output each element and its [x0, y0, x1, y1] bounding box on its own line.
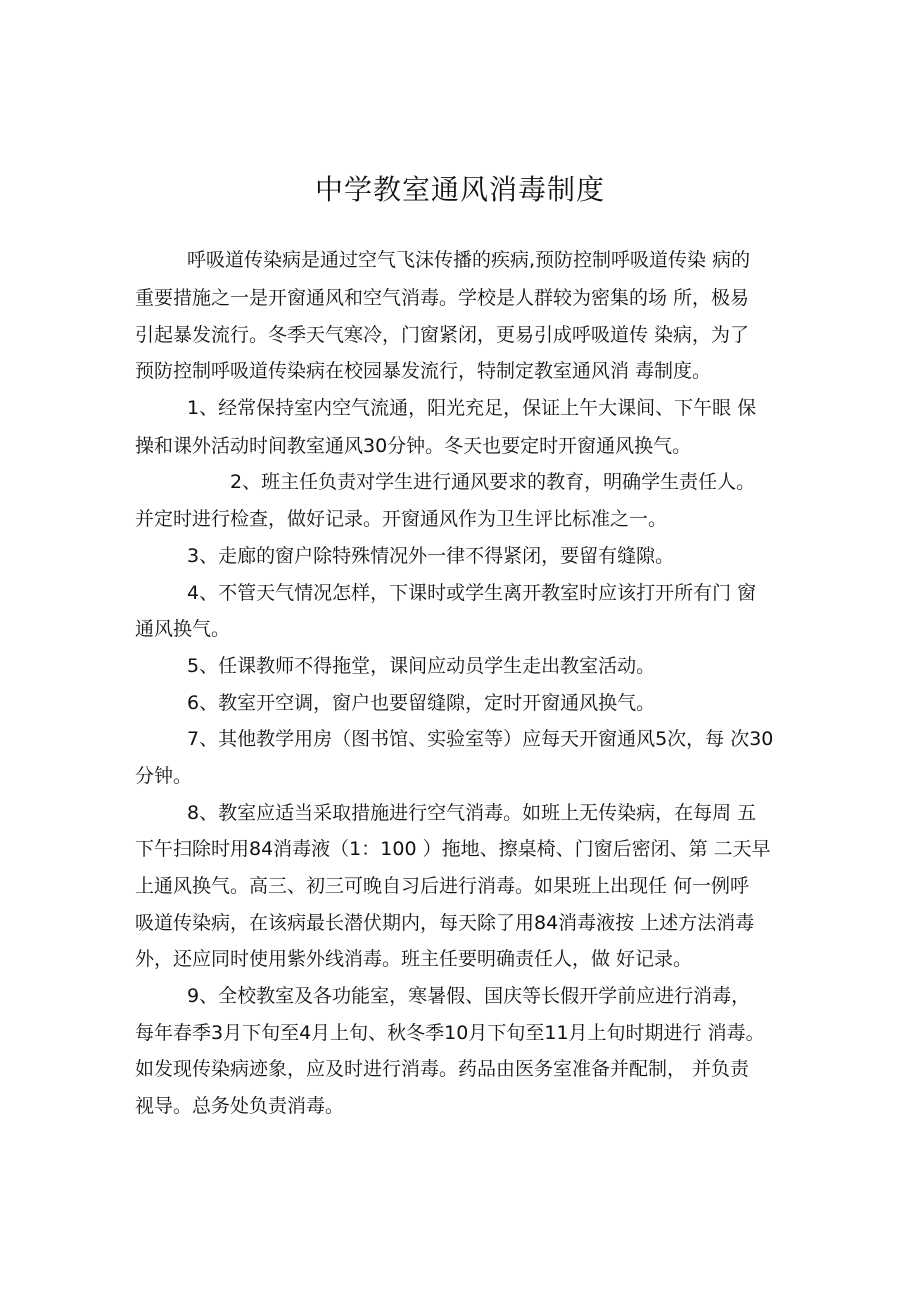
text-line: 并定时进行检查，做好记录。开窗通风作为卫生评比标准之一。 — [135, 508, 668, 530]
text-line: 8、教室应适当采取措施进行空气消毒。如班上无传染病，在每周 五 — [187, 802, 757, 824]
text-line: 外，还应同时使用紫外线消毒。班主任要明确责任人，做 好记录。 — [135, 948, 693, 970]
text-line: 2、班主任负责对学生进行通风要求的教育，明确学生责任人。 — [230, 471, 756, 493]
text-line: 4、不管天气情况怎样，下课时或学生离开教室时应该打开所有门 窗 — [187, 582, 757, 604]
text-line: 上通风换气。高三、初三可晚自习后进行消毒。如果班上出现任 何一例呼 — [135, 875, 750, 897]
text-line: 每年春季3月下旬至4月上旬、秋冬季10月下旬至11月上旬时期进行 消毒。 — [135, 1022, 765, 1044]
text-line: 6、教室开空调，窗户也要留缝隙，定时开窗通风换气。 — [187, 692, 656, 714]
text-line: 如发现传染病迹象，应及时进行消毒。药品由医务室准备并配制， 并负责 — [135, 1058, 750, 1080]
text-line: 9、全校教室及各功能室，寒暑假、国庆等长假开学前应进行消毒， — [187, 985, 751, 1007]
text-line: 5、任课教师不得拖堂，课间应动员学生走出教室活动。 — [187, 655, 656, 677]
text-line: 重要措施之一是开窗通风和空气消毒。学校是人群较为密集的场 所，极易 — [135, 287, 750, 309]
text-line: 操和课外活动时间教室通风30分钟。冬天也要定时开窗通风换气。 — [135, 435, 692, 457]
text-line: 预防控制呼吸道传染病在校园暴发流行，特制定教室通风消 毒制度。 — [135, 360, 712, 382]
text-line: 下午扫除时用84消毒液（1：100 ）拖地、擦桌椅、门窗后密闭、第 二天早 — [135, 838, 771, 860]
text-line: 1、经常保持室内空气流通，阳光充足，保证上午大课间、下午眼 保 — [187, 397, 757, 419]
text-line: 呼吸道传染病是通过空气飞沫传播的疾病,预防控制呼吸道传染 病的 — [187, 249, 751, 271]
text-line: 通风换气。 — [135, 618, 231, 640]
text-line: 分钟。 — [135, 765, 193, 787]
text-line: 吸道传染病，在该病最长潜伏期内，每天除了用84消毒液按 上述方法消毒 — [135, 912, 755, 934]
text-line: 7、其他教学用房（图书馆、实验室等）应每天开窗通风5次，每 次30 — [187, 728, 774, 750]
text-line: 3、走廊的窗户除特殊情况外一律不得紧闭，要留有缝隙。 — [187, 545, 675, 567]
text-line: 视导。总务处负责消毒。 — [135, 1095, 345, 1117]
text-line: 引起暴发流行。冬季天气寒冷，门窗紧闭，更易引成呼吸道传 染病，为了 — [135, 324, 750, 346]
document-title: 中学教室通风消毒制度 — [314, 173, 605, 206]
